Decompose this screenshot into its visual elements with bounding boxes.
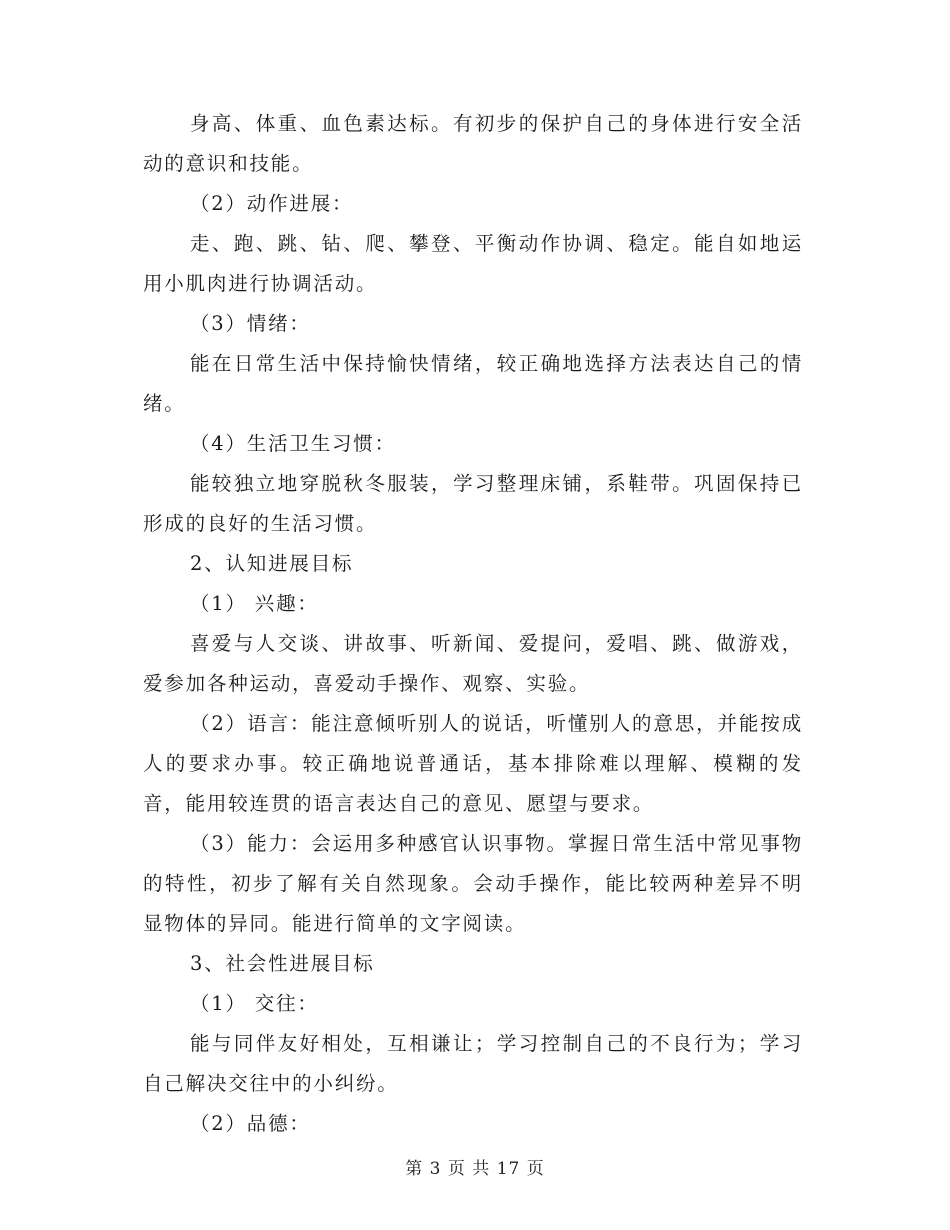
- paragraph-language: （2）语言：能注意倾听别人的说话，听懂别人的意思，并能按成人的要求办事。较正确地说普通话，基本排除难以理解、模糊的发音，能用较连贯的语言表达自己的意见、愿望与要求。: [143, 712, 803, 815]
- document-body: [143, 104, 803, 1144]
- section-heading-social: 3、社会性进展目标: [190, 952, 375, 975]
- page-number-footer: 第 3 页 共 17 页: [405, 1159, 545, 1179]
- section-heading-cognitive: 2、认知进展目标: [190, 552, 354, 575]
- heading-morality: （2）品德：: [190, 1112, 311, 1135]
- paragraph-hygiene: 能较独立地穿脱秋冬服装，学习整理床铺，系鞋带。巩固保持已形成的良好的生活习惯。: [143, 472, 803, 535]
- heading-movement: （2）动作进展：: [190, 192, 354, 215]
- paragraph-movement: 走、跑、跳、钻、爬、攀登、平衡动作协调、稳定。能自如地运用小肌肉进行协调活动。: [143, 232, 803, 295]
- paragraph-communication: 能与同伴友好相处，互相谦让；学习控制自己的不良行为；学习自己解决交往中的小纠纷。: [143, 1032, 803, 1095]
- paragraph-interest: 喜爱与人交谈、讲故事、听新闻、爱提问，爱唱、跳、做游戏，爱参加各种运动，喜爱动手操作、观察、实验。: [143, 632, 803, 695]
- paragraph-ability: （3）能力：会运用多种感官认识事物。掌握日常生活中常见事物的特性，初步了解有关自然现象。会动手操作，能比较两种差异不明显物体的异同。能进行简单的文字阅读。: [143, 832, 803, 935]
- paragraph-emotion: 能在日常生活中保持愉快情绪，较正确地选择方法表达自己的情绪。: [143, 352, 803, 415]
- heading-hygiene: （4）生活卫生习惯：: [190, 432, 396, 455]
- heading-interest: （1） 兴趣：: [190, 592, 319, 615]
- heading-communication: （1） 交往：: [190, 992, 319, 1015]
- heading-emotion: （3）情绪：: [190, 312, 311, 335]
- paragraph-body-health: 身高、体重、血色素达标。有初步的保护自己的身体进行安全活动的意识和技能。: [143, 112, 803, 175]
